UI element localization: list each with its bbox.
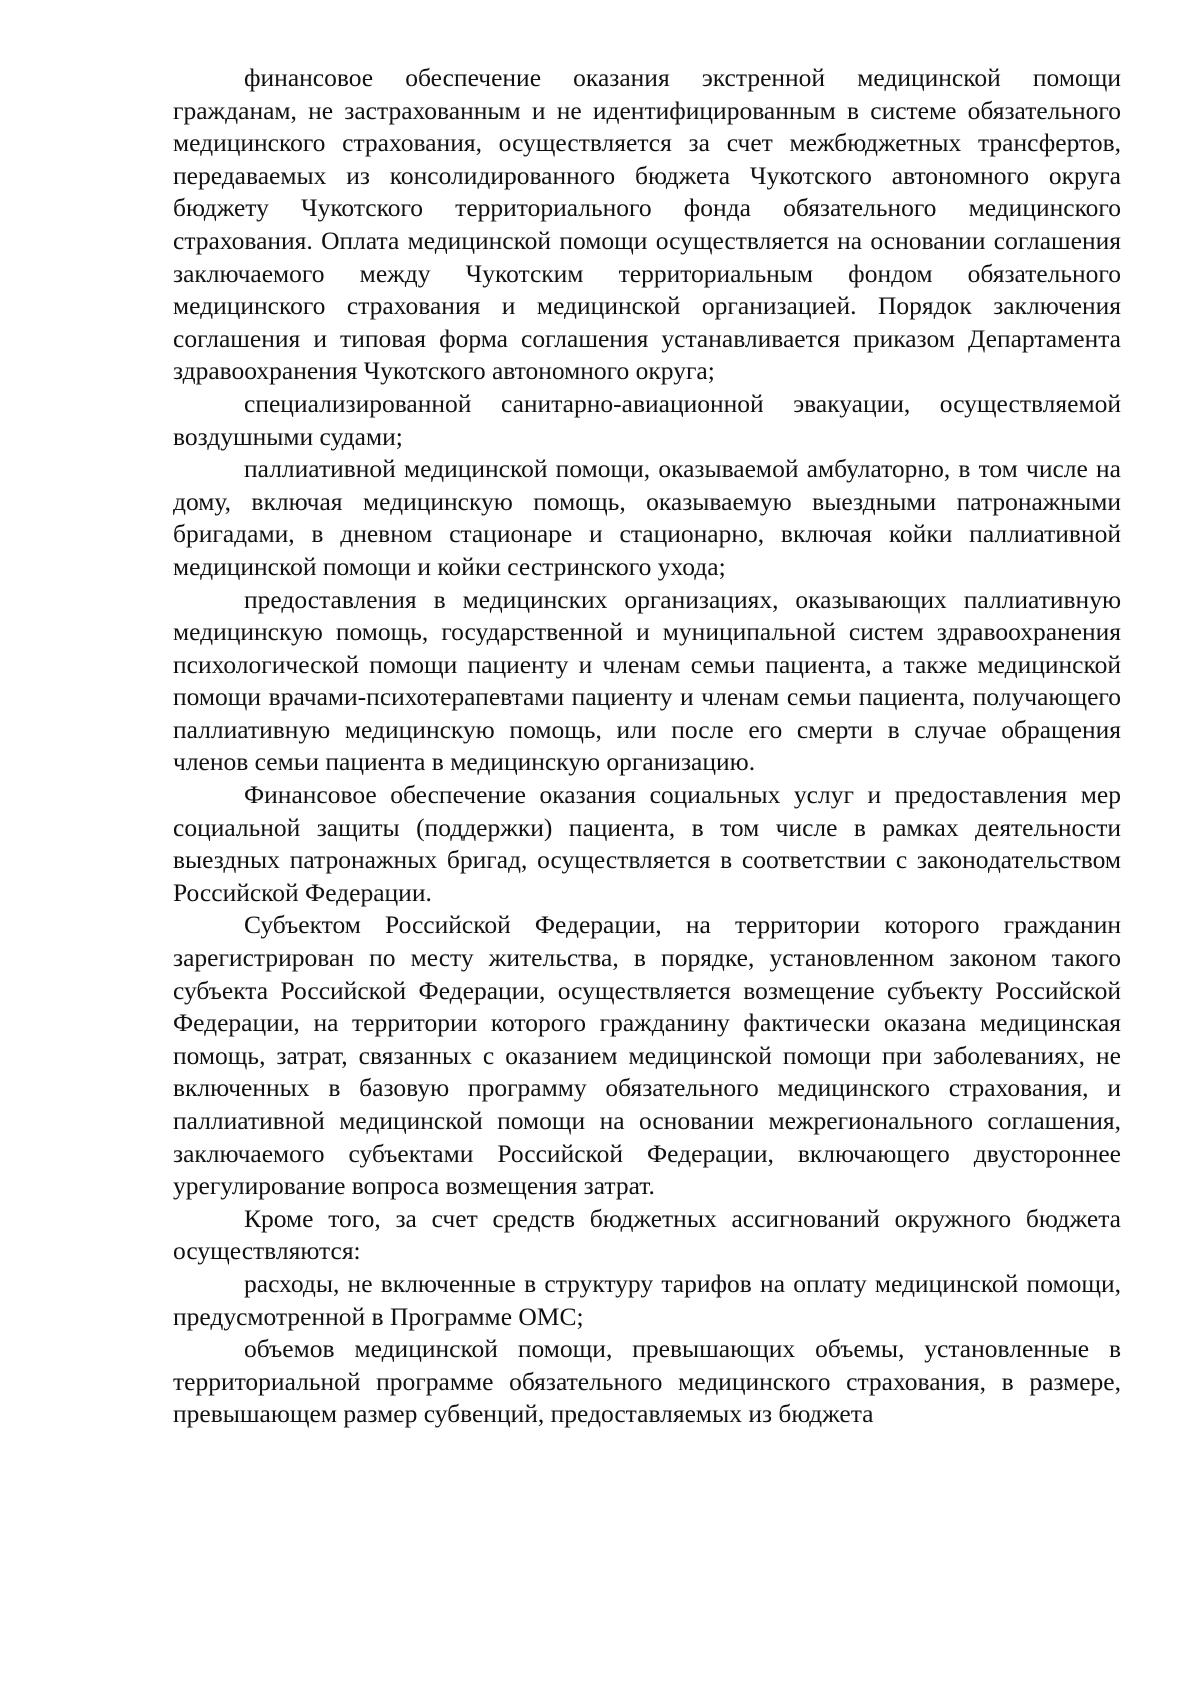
paragraph-social-services-financing: Финансовое обеспечение оказания социальных услуг и предоставления мер социальной защиты (поддержки) пациента, в том числе в рамках деятельности выездных патронажных бригад, осуществляется в соответствии с законодательством Российской Федерации. bbox=[173, 780, 1121, 907]
paragraph-palliative-care: паллиативной медицинской помощи, оказываемой амбулаторно, в том числе на дому, включая медицинскую помощь, оказываемую выездными патронажными бригадами, в дневном стационаре и стационарно, включая койки паллиативной медицинской помощи и койки сестринского ухода; bbox=[173, 454, 1121, 581]
paragraph-psychological-help: предоставления в медицинских организациях, оказывающих паллиативную медицинскую помощь, государственной и муниципальной систем здравоохранения психологической помощи пациенту и членам семьи пациента, а также медицинской помощи врачами-психотерапевтами пациенту и членам семьи пациента, получающего паллиативную медицинскую помощь, или после его смерти в случае обращения членов семьи пациента в медицинскую организацию. bbox=[173, 584, 1121, 777]
paragraph-emergency-care-financing: финансовое обеспечение оказания экстренной медицинской помощи гражданам, не застрахованным и не идентифицированным в системе обязательного медицинского страхования, осуществляется за счет межбюджетных трансфертов, передаваемых из консолидированного бюджета Чукотского автономного округа бюджету Чукотского территориального фонда обязательного медицинского страхования. Оплата медицинской помощи осуществляется на основании соглашения заключаемого между Чукотским территориальным фондом обязательного медицинского страхования и медицинской организацией. Порядок заключения соглашения и типовая форма соглашения устанавливается приказом Департамента здравоохранения Чукотского автономного округа; bbox=[173, 63, 1121, 386]
paragraph-excess-volumes: объемов медицинской помощи, превышающих объемы, установленные в территориальной программе обязательного медицинского страхования, в размере, превышающем размер субвенций, предоставляемых из бюджета bbox=[173, 1334, 1121, 1429]
paragraph-interregional-reimbursement: Субъектом Российской Федерации, на территории которого гражданин зарегистрирован по месту жительства, в порядке, установленном законом такого субъекта Российской Федерации, осуществляется возмещение субъекту Российской Федерации, на территории которого гражданину фактически оказана медицинская помощь, затрат, связанных с оказанием медицинской помощи при заболеваниях, не включенных в базовую программу обязательного медицинского страхования, и паллиативной медицинской помощи на основании межрегионального соглашения, заключаемого субъектами Российской Федерации, включающего двустороннее урегулирование вопроса возмещения затрат. bbox=[173, 910, 1121, 1201]
paragraph-expenses-outside-tariffs: расходы, не включенные в структуру тарифов на оплату медицинской помощи, предусмотренной в Программе ОМС; bbox=[173, 1268, 1121, 1331]
document-page bbox=[173, 62, 1121, 1431]
paragraph-sanitary-aviation-evacuation: специализированной санитарно-авиационной эвакуации, осуществляемой воздушными судами; bbox=[173, 388, 1121, 451]
paragraph-budget-allocations-intro: Кроме того, за счет средств бюджетных ассигнований окружного бюджета осуществляются: bbox=[173, 1203, 1121, 1266]
